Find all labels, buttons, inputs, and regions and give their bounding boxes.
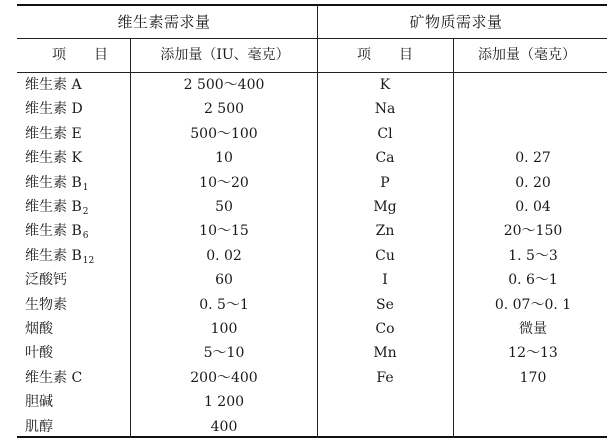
mineral-amount: 0. 04 bbox=[515, 199, 551, 215]
mineral-amount: 0. 6～1 bbox=[508, 272, 558, 289]
vitamin-subscript: 2 bbox=[82, 207, 89, 217]
vitamin-name: 烟酸 bbox=[25, 321, 53, 337]
vitamin-name: 维生素 $B_{12}$ bbox=[25, 247, 95, 266]
vitamin-name: 维生素 $B_1$ bbox=[25, 174, 89, 193]
vitamin-subscript: 6 bbox=[82, 231, 89, 242]
mineral-amount: 12～13 bbox=[508, 345, 558, 362]
group-header-minerals: 矿物质需求量 bbox=[409, 13, 503, 31]
vitamin-name: 维生素 D bbox=[25, 101, 83, 118]
group-divider bbox=[317, 6, 318, 438]
group-header-row bbox=[17, 6, 607, 39]
vitamin-amount: 100 bbox=[210, 321, 238, 337]
vitamin-amount: 0. 02 bbox=[206, 247, 242, 264]
mineral-amount: 0. 20 bbox=[515, 174, 551, 191]
vitamin-name: 胆碱 bbox=[25, 394, 53, 411]
group-header-vitamins: 维生素需求量 bbox=[117, 13, 211, 31]
mineral-name: Mg bbox=[373, 199, 397, 215]
mineral-amount: 0. 27 bbox=[515, 150, 551, 167]
vitamin-name: 叶酸 bbox=[25, 345, 53, 362]
vitamin-amount: 2 500 bbox=[203, 101, 245, 118]
mineral-amount: 1. 5～3 bbox=[508, 247, 558, 264]
mineral-name: K bbox=[379, 77, 391, 93]
mineral-name: Fe bbox=[376, 369, 394, 386]
vitamin-amount: 10 bbox=[215, 150, 233, 167]
mineral-name: I bbox=[382, 272, 388, 289]
column-header-mineral-item: 项 目 bbox=[357, 47, 413, 63]
mineral-name: Cl bbox=[377, 125, 393, 142]
mineral-name: Zn bbox=[375, 223, 395, 240]
mineral-name: Se bbox=[376, 296, 394, 313]
vitamin-amount: 500～100 bbox=[190, 125, 258, 142]
column-divider bbox=[453, 38, 454, 438]
mineral-name: P bbox=[380, 174, 390, 191]
vitamin-name: 维生素 $B_2$ bbox=[25, 199, 89, 217]
requirements-table bbox=[17, 4, 607, 438]
mineral-name: Ca bbox=[375, 150, 395, 167]
vitamin-amount: 10～15 bbox=[199, 223, 249, 240]
vitamin-name: 维生素 K bbox=[25, 150, 82, 167]
vitamin-amount: 200～400 bbox=[190, 369, 258, 386]
vitamin-amount: 50 bbox=[215, 199, 233, 215]
vitamin-subscript: 1 bbox=[82, 182, 89, 193]
vitamin-amount: 10～20 bbox=[199, 174, 249, 191]
mineral-amount: 0. 07～0. 1 bbox=[494, 296, 572, 313]
mineral-amount: 微量 bbox=[519, 321, 547, 337]
vitamin-amount: 2 500～400 bbox=[183, 77, 265, 93]
vitamin-subscript: 12 bbox=[82, 255, 95, 266]
vitamin-name: 维生素 C bbox=[25, 369, 83, 386]
vitamin-name: 肌醇 bbox=[25, 418, 53, 435]
vitamin-amount: 60 bbox=[215, 272, 233, 289]
mineral-amount: 20～150 bbox=[503, 223, 563, 240]
column-header-vitamin-item: 项 目 bbox=[52, 47, 108, 63]
vitamin-name: 维生素 $B_6$ bbox=[25, 223, 89, 242]
mineral-name: Co bbox=[375, 321, 395, 337]
mineral-name: Cu bbox=[375, 247, 395, 264]
vitamin-name: 维生素 E bbox=[25, 125, 82, 142]
vitamin-name: 维生素 A bbox=[25, 77, 82, 93]
vitamin-name: 泛酸钙 bbox=[25, 272, 67, 289]
mineral-name: Mn bbox=[373, 345, 397, 362]
mineral-name: Na bbox=[374, 101, 396, 118]
vitamin-amount: 0. 5～1 bbox=[199, 296, 249, 313]
column-divider bbox=[130, 38, 131, 438]
column-header-row bbox=[17, 38, 607, 73]
mineral-amount: 170 bbox=[519, 369, 547, 386]
vitamin-amount: 400 bbox=[210, 418, 238, 435]
vitamin-amount: 5～10 bbox=[203, 345, 245, 362]
column-header-mineral-amount: 添加量（毫克） bbox=[478, 47, 576, 63]
vitamin-amount: 1 200 bbox=[203, 394, 245, 411]
vitamin-name: 生物素 bbox=[25, 296, 67, 313]
column-header-vitamin-amount: 添加量（IU、毫克） bbox=[160, 47, 290, 63]
